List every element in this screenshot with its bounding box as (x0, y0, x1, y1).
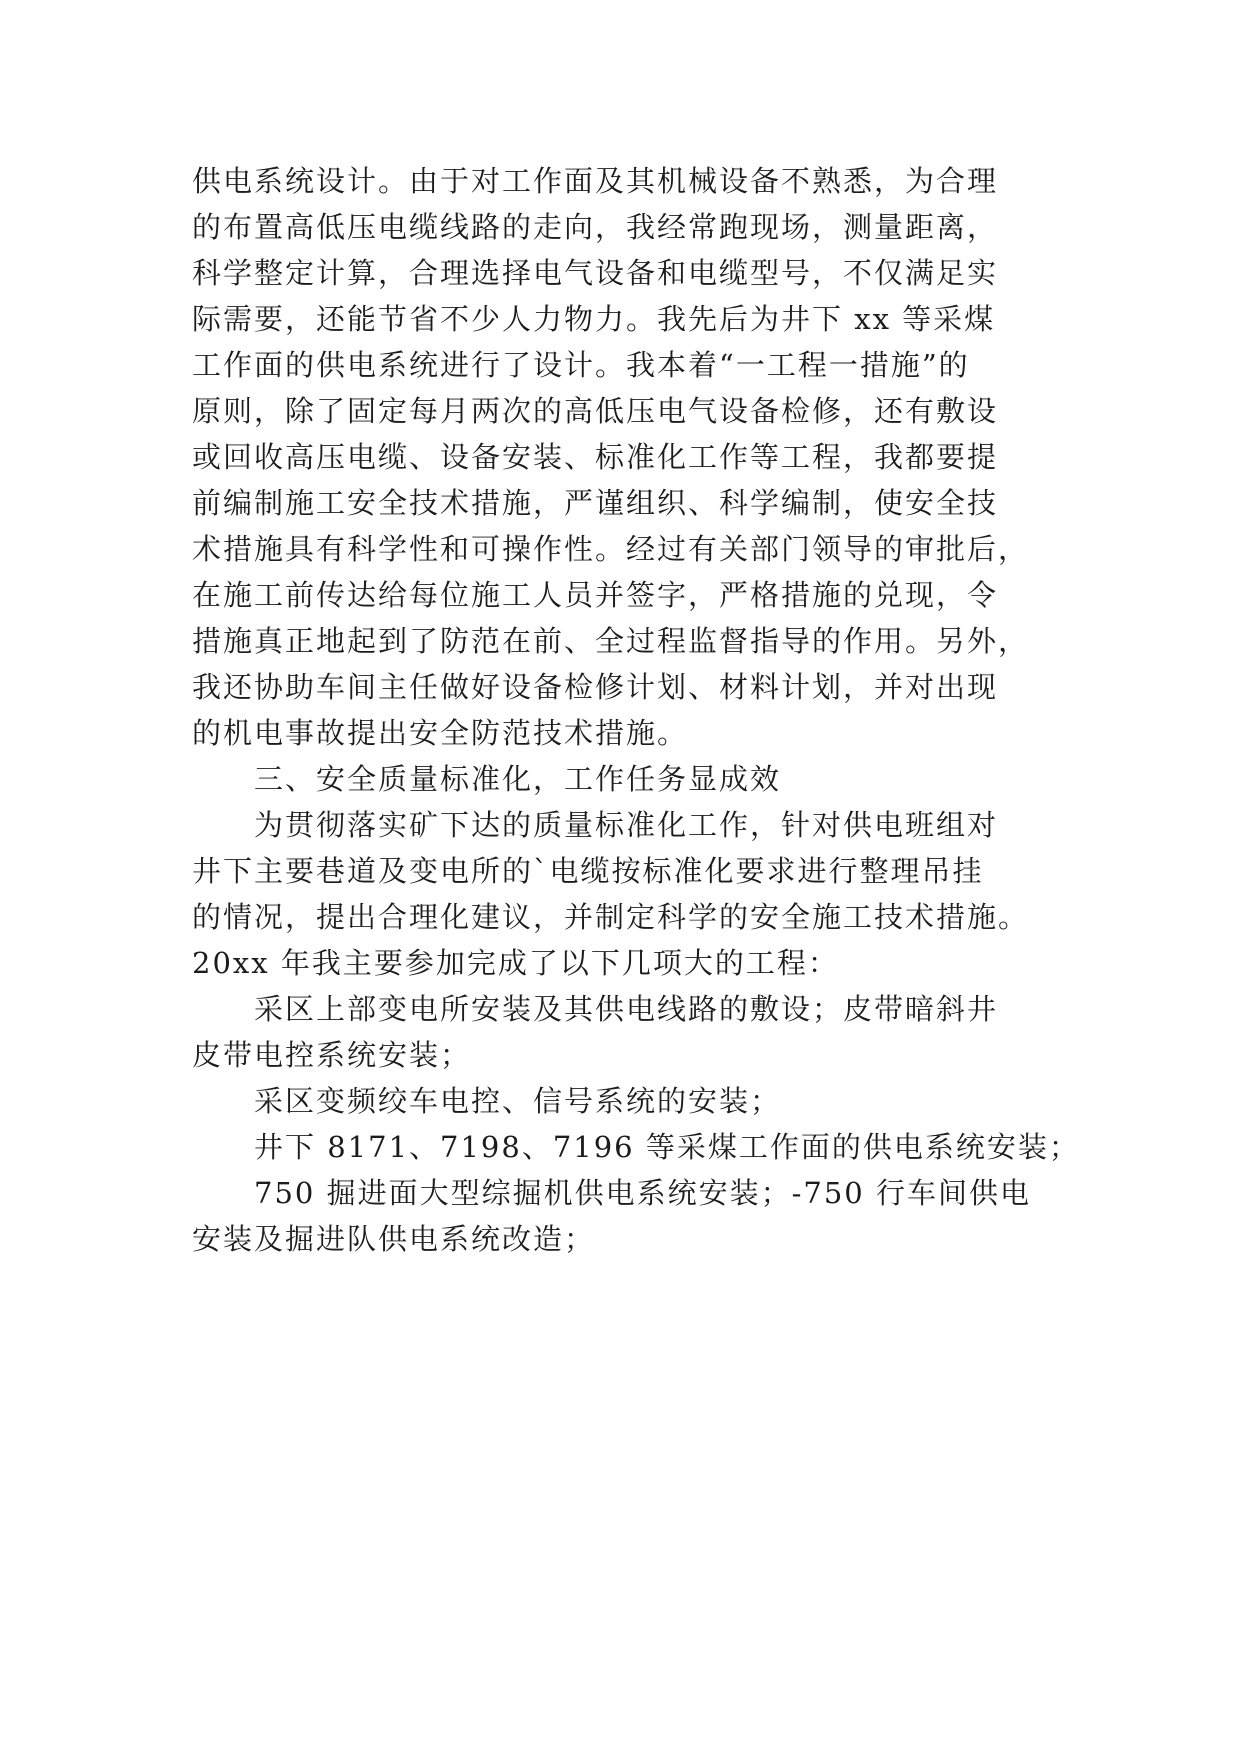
text-line: 安装及掘进队供电系统改造； (192, 1222, 596, 1256)
list-item (192, 1124, 1080, 1170)
list-item (192, 1170, 1052, 1262)
text-line: 际需要，还能节省不少人力物力。我先后为井下 xx 等采煤 (192, 302, 996, 336)
text-line: 我还协助车间主任做好设备检修计划、材料计划，并对出现 (192, 670, 999, 704)
text-line: 750 掘进面大型综掘机供电系统安装；-750 行车间供电 (254, 1176, 1031, 1210)
text-line: 工作面的供电系统进行了设计。我本着“一工程一措施”的 (192, 348, 970, 382)
text-line: 20xx 年我主要参加完成了以下几项大的工程： (192, 946, 839, 980)
text-line: 的布置高低压电缆线路的走向，我经常跑现场，测量距离， (192, 210, 999, 244)
text-line: 采区变频绞车电控、信号系统的安装； (254, 1084, 782, 1118)
text-line: 皮带电控系统安装； (192, 1038, 472, 1072)
heading-line: 三、安全质量标准化，工作任务显成效 (254, 762, 782, 796)
text-line: 术措施具有科学性和可操作性。经过有关部门领导的审批后， (192, 532, 1030, 566)
text-line: 供电系统设计。由于对工作面及其机械设备不熟悉，为合理 (192, 164, 999, 198)
text-line: 井下主要巷道及变电所的`电缆按标准化要求进行整理吊挂 (192, 854, 984, 888)
text-line: 的机电事故提出安全防范技术措施。 (192, 716, 689, 750)
list-item (192, 986, 1052, 1078)
text-line: 在施工前传达给每位施工人员并签字，严格措施的兑现，令 (192, 578, 999, 612)
text-line: 井下 8171、7198、7196 等采煤工作面的供电系统安装； (254, 1130, 1080, 1164)
text-line: 科学整定计算，合理选择电气设备和电缆型号，不仅满足实 (192, 256, 999, 290)
text-line: 采区上部变电所安装及其供电线路的敷设；皮带暗斜井 (254, 992, 999, 1026)
text-line: 措施真正地起到了防范在前、全过程监督指导的作用。另外， (192, 624, 1030, 658)
text-line: 前编制施工安全技术措施，严谨组织、科学编制，使安全技 (192, 486, 999, 520)
list-item (192, 1078, 1052, 1124)
text-line: 原则，除了固定每月两次的高低压电气设备检修，还有敷设 (192, 394, 999, 428)
paragraph (192, 158, 1052, 756)
text-line: 的情况，提出合理化建议，并制定科学的安全施工技术措施。 (192, 900, 1030, 934)
paragraph (192, 802, 1052, 986)
document-body (192, 158, 1080, 1262)
section-heading (192, 756, 1052, 802)
text-line: 为贯彻落实矿下达的质量标准化工作，针对供电班组对 (254, 808, 999, 842)
text-line: 或回收高压电缆、设备安装、标准化工作等工程，我都要提 (192, 440, 999, 474)
